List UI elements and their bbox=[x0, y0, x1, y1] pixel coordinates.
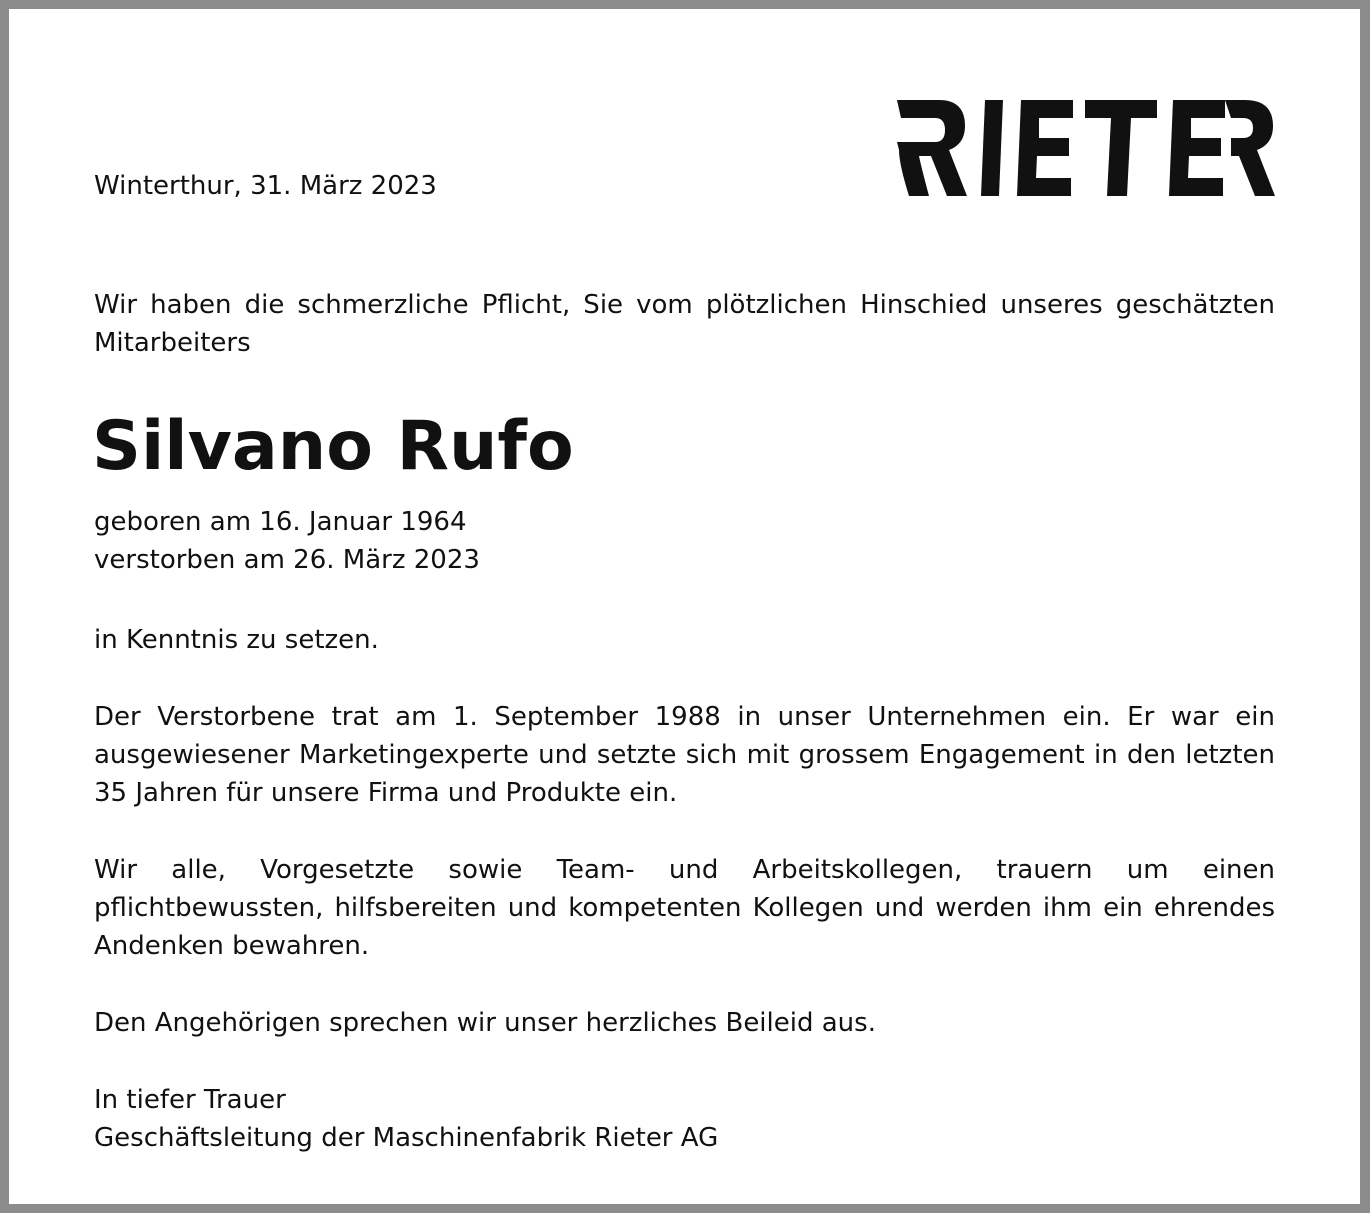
signature-line: Geschäftsleitung der Maschinenfabrik Rieter AG bbox=[94, 1123, 719, 1153]
signature-block bbox=[94, 1081, 1275, 1157]
condolence-line: Den Angehörigen sprechen wir unser herzliches Beileid aus. bbox=[94, 1008, 876, 1038]
death-date: verstorben am 26. März 2023 bbox=[94, 545, 480, 575]
mourning-paragraph: Wir alle, Vorgesetzte sowie Team- und Arbeitskollegen, trauern um einen pflichtbewussten, hilfsbereiten und kompetenten Kollegen und werden ihm ein ehrendes Andenken bewahren. bbox=[94, 855, 1275, 961]
deceased-name: Silvano Rufo bbox=[92, 407, 574, 486]
dateline: Winterthur, 31. März 2023 bbox=[94, 171, 437, 201]
obituary-notice bbox=[9, 9, 1360, 1204]
intro-paragraph: Wir haben die schmerzliche Pflicht, Sie vom plötzlichen Hinschied unseres geschätzten Mitarbeiters bbox=[94, 290, 1275, 358]
career-paragraph: Der Verstorbene trat am 1. September 1988 in unser Unternehmen ein. Er war ein ausgewiesener Marketingexperte und setzte sich mit grossem Engagement in den letzten 35 Jahren für unsere Firma und Produkte ein. bbox=[94, 702, 1275, 808]
rieter-logo bbox=[895, 100, 1275, 196]
life-dates bbox=[94, 503, 1275, 579]
notice-line: in Kenntnis zu setzen. bbox=[94, 625, 379, 655]
closing-line: In tiefer Trauer bbox=[94, 1085, 286, 1115]
birth-date: geboren am 16. Januar 1964 bbox=[94, 507, 467, 537]
